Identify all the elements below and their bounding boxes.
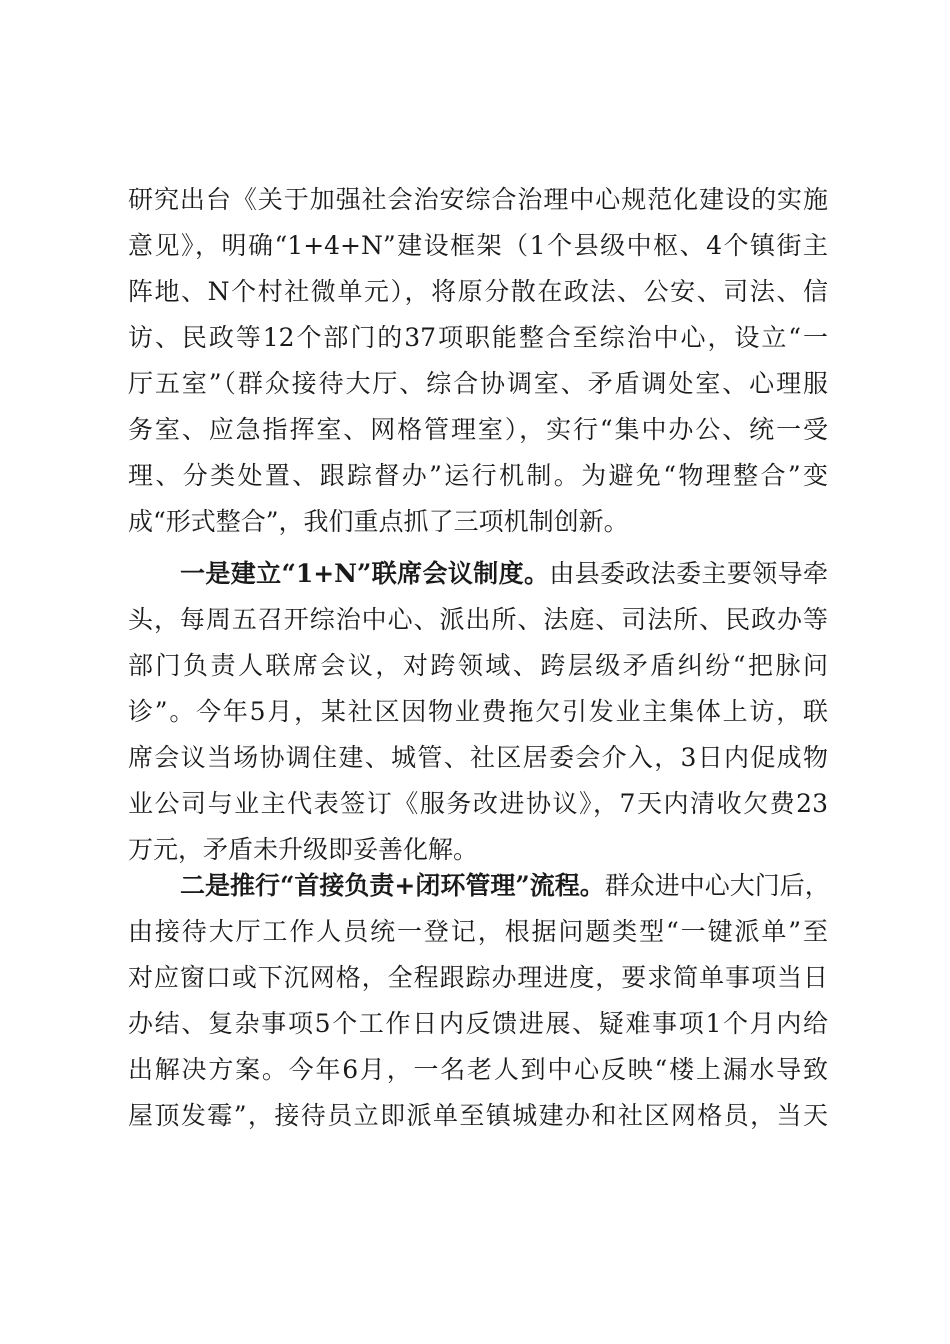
paragraph-3-line-6: 屋顶发霉”，接待员立即派单至镇城建办和社区网格员，当天 [128,1101,828,1130]
paragraph-2-line-3: 部门负责人联席会议，对跨领域、跨层级矛盾纠纷“把脉问 [128,651,828,680]
paragraph-3-line-1 [128,866,828,906]
paragraph-2-line-5: 席会议当场协调住建、城管、社区居委会介入，3日内促成物 [128,743,828,772]
paragraph-3-line-5: 出解决方案。今年6月，一名老人到中心反映“楼上漏水导致 [128,1055,828,1084]
paragraph-2-line-7: 万元，矛盾未升级即妥善化解。 [128,835,479,864]
paragraph-3-line-2: 由接待大厅工作人员统一登记，根据问题类型“一键派单”至 [128,917,828,946]
paragraph-3-line-3: 对应窗口或下沉网格，全程跟踪办理进度，要求简单事项当日 [128,963,828,992]
paragraph-1-line-8: 成“形式整合”，我们重点抓了三项机制创新。 [128,507,629,536]
paragraph-1-line-1: 研究出台《关于加强社会治安综合治理中心规范化建设的实施 [128,185,828,214]
paragraph-2-first-line-text: 由县委政法委主要领导牵 [549,559,828,588]
paragraph-3-line-4: 办结、复杂事项5个工作日内反馈进展、疑难事项1个月内给 [128,1009,828,1038]
paragraph-2-line-1 [128,554,828,594]
paragraph-1-line-3: 阵地、N个村社微单元），将原分散在政法、公安、司法、信 [128,277,828,306]
paragraph-3-first-line-text: 群众进中心大门后， [604,871,830,900]
paragraph-1-line-6: 务室、应急指挥室、网格管理室），实行“集中办公、统一受 [128,415,828,444]
paragraph-1-line-5: 厅五室”（群众接待大厅、综合协调室、矛盾调处室、心理服 [128,369,828,398]
paragraph-1-line-7: 理、分类处置、跟踪督办”运行机制。为避免“物理整合”变 [128,461,828,490]
paragraph-3-heading: 二是推行“首接负责+闭环管理”流程。 [180,871,605,900]
paragraph-1-line-4: 访、民政等12个部门的37项职能整合至综治中心，设立“一 [128,323,828,352]
paragraph-2-line-6: 业公司与业主代表签订《服务改进协议》，7天内清收欠费23 [128,789,828,818]
paragraph-2-line-4: 诊”。今年5月，某社区因物业费拖欠引发业主集体上访，联 [128,697,828,726]
paragraph-2-heading: 一是建立“1+N”联席会议制度。 [180,559,550,588]
paragraph-1-line-2: 意见》，明确“1+4+N”建设框架（1个县级中枢、4个镇街主 [128,231,828,260]
paragraph-2-line-2: 头，每周五召开综治中心、派出所、法庭、司法所、民政办等 [128,605,828,634]
